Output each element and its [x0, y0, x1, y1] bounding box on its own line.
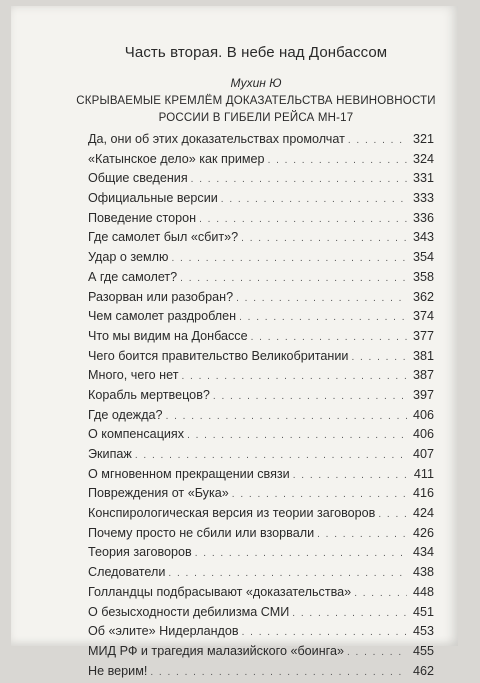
toc-entry-page: 331 [412, 171, 434, 186]
toc-entry [88, 664, 434, 683]
toc-entry-page: 406 [412, 427, 434, 442]
toc-leader-dots [166, 411, 407, 422]
toc-entry-page: 424 [412, 506, 434, 521]
toc-entry-title: А где самолет? [88, 269, 178, 284]
toc-leader-dots [347, 647, 407, 658]
toc-entry-title: «Катынское дело» как пример [88, 151, 265, 166]
toc-entry-title: Где самолет был «сбит»? [88, 230, 239, 245]
section-heading-line-2: РОССИИ В ГИБЕЛИ РЕЙСА МН-17 [158, 112, 354, 124]
toc-entry-page: 426 [412, 525, 434, 540]
toc-entry [88, 132, 434, 152]
toc-entry [88, 368, 434, 388]
toc-entry-title: О мгновенном прекращении связи [88, 466, 290, 481]
toc-entry-title: Голландцы подбрасывают «доказательства» [88, 584, 352, 599]
toc-entry-title: Поведение сторон [88, 210, 197, 225]
toc-entry-title: Разорван или разобран? [88, 289, 234, 304]
toc-entry-title: Где одежда? [88, 407, 163, 422]
toc-leader-dots [199, 214, 407, 225]
toc-entry-page: 411 [413, 466, 434, 481]
toc-entry-page: 354 [412, 250, 434, 265]
toc-entry [88, 486, 434, 506]
toc-entry-page: 448 [412, 584, 434, 599]
toc-entry [88, 408, 434, 428]
toc-entry [88, 526, 434, 546]
toc-entry-page: 455 [412, 643, 434, 658]
toc-entry [88, 565, 434, 585]
toc-entry [88, 585, 434, 605]
toc-leader-dots [187, 430, 407, 441]
toc-entry [88, 545, 434, 565]
toc-leader-dots [239, 312, 407, 323]
toc-entry [88, 388, 434, 408]
author-name: Мухин Ю [230, 76, 282, 90]
toc-entry [88, 230, 434, 250]
toc-entry [88, 427, 434, 447]
toc-entry-page: 416 [412, 486, 434, 501]
toc-leader-dots [221, 194, 407, 205]
toc-leader-dots [135, 450, 407, 461]
toc-entry-title: Об «элите» Нидерландов [88, 624, 239, 639]
toc-entry-page: 336 [412, 210, 434, 225]
toc-entry [88, 250, 434, 270]
toc-entry-page: 358 [412, 269, 434, 284]
toc-entry [88, 191, 434, 211]
toc-entry-title: МИД РФ и трагедия малазийского «боинга» [88, 643, 344, 658]
toc-entry-page: 434 [412, 545, 434, 560]
toc-entry [88, 467, 434, 487]
toc-leader-dots [354, 588, 407, 599]
part-title: Часть вторая. В небе над Донбассом [124, 44, 388, 61]
toc-entry-title: Удар о землю [88, 250, 169, 265]
toc-entry-page: 362 [412, 289, 434, 304]
toc-leader-dots [195, 548, 407, 559]
toc-leader-dots [168, 568, 407, 579]
toc-leader-dots [236, 293, 407, 304]
toc-entry-page: 333 [412, 191, 434, 206]
toc-entry [88, 624, 434, 644]
toc-entry-page: 324 [412, 151, 434, 166]
toc-entry [88, 329, 434, 349]
toc-entry-title: Конспирологическая версия из теории заговоров [88, 506, 376, 521]
toc-entry [88, 211, 434, 231]
toc-entry-title: Общие сведения [88, 171, 188, 186]
toc-entry [88, 644, 434, 664]
toc-leader-dots [268, 155, 407, 166]
toc-entry-page: 381 [412, 348, 434, 363]
section-heading-line-1: СКРЫВАЕМЫЕ КРЕМЛЁМ ДОКАЗАТЕЛЬСТВА НЕВИНОВНОСТИ [76, 95, 436, 107]
toc-entry-title: Следователи [88, 565, 166, 580]
toc-leader-dots [171, 253, 407, 264]
toc-leader-dots [293, 470, 407, 481]
toc-entry-page: 321 [412, 132, 434, 146]
toc-entry-title: Корабль мертвецов? [88, 387, 210, 402]
toc-entry [88, 290, 434, 310]
toc-leader-dots [292, 608, 407, 619]
toc-entry-title: Не верим! [88, 663, 148, 678]
toc-entry [88, 506, 434, 526]
toc-entry-title: Что мы видим на Донбассе [88, 328, 248, 343]
toc-entry-page: 377 [412, 328, 434, 343]
toc-entry-page: 387 [412, 368, 434, 383]
toc-entry-page: 462 [412, 663, 434, 678]
toc-leader-dots [242, 627, 407, 638]
toc-leader-dots [241, 233, 407, 244]
toc-entry-page: 407 [412, 447, 434, 461]
toc-entry-page: 438 [412, 565, 434, 580]
toc-leader-dots [213, 391, 407, 402]
toc-entry [88, 447, 434, 467]
toc-entry-page: 374 [412, 309, 434, 324]
table-of-contents [88, 132, 434, 683]
toc-leader-dots [150, 667, 407, 678]
toc-leader-dots [348, 135, 407, 146]
toc-entry-title: О безысходности дебилизма СМИ [88, 604, 290, 619]
section-heading [11, 93, 480, 127]
toc-entry-title: Теория заговоров [88, 545, 192, 560]
toc-entry [88, 270, 434, 290]
toc-entry [88, 171, 434, 191]
toc-entry-page: 406 [412, 407, 434, 422]
toc-leader-dots [351, 352, 407, 363]
toc-entry-title: Повреждения от «Бука» [88, 486, 229, 501]
toc-leader-dots [317, 529, 407, 540]
toc-entry-page: 453 [412, 624, 434, 639]
toc-leader-dots [191, 174, 407, 185]
toc-entry-page: 397 [412, 387, 434, 402]
toc-entry-title: Да, они об этих доказательствах промолчат [88, 132, 345, 146]
toc-entry-title: Много, чего нет [88, 368, 179, 383]
toc-leader-dots [180, 273, 407, 284]
toc-entry-page: 451 [412, 604, 434, 619]
toc-entry-title: Чем самолет раздроблен [88, 309, 237, 324]
toc-entry-title: О компенсациях [88, 427, 185, 442]
toc-entry-title: Экипаж [88, 447, 132, 461]
toc-entry [88, 309, 434, 329]
toc-leader-dots [378, 509, 407, 520]
book-page [11, 6, 458, 678]
toc-entry [88, 349, 434, 369]
toc-leader-dots [232, 489, 407, 500]
toc-entry-title: Почему просто не сбили или взорвали [88, 525, 315, 540]
toc-entry-title: Официальные версии [88, 191, 218, 206]
toc-leader-dots [181, 371, 407, 382]
toc-entry [88, 605, 434, 625]
toc-leader-dots [251, 332, 407, 343]
toc-entry-title: Чего боится правительство Великобритании [88, 348, 349, 363]
toc-entry-page: 343 [412, 230, 434, 245]
toc-entry [88, 152, 434, 172]
